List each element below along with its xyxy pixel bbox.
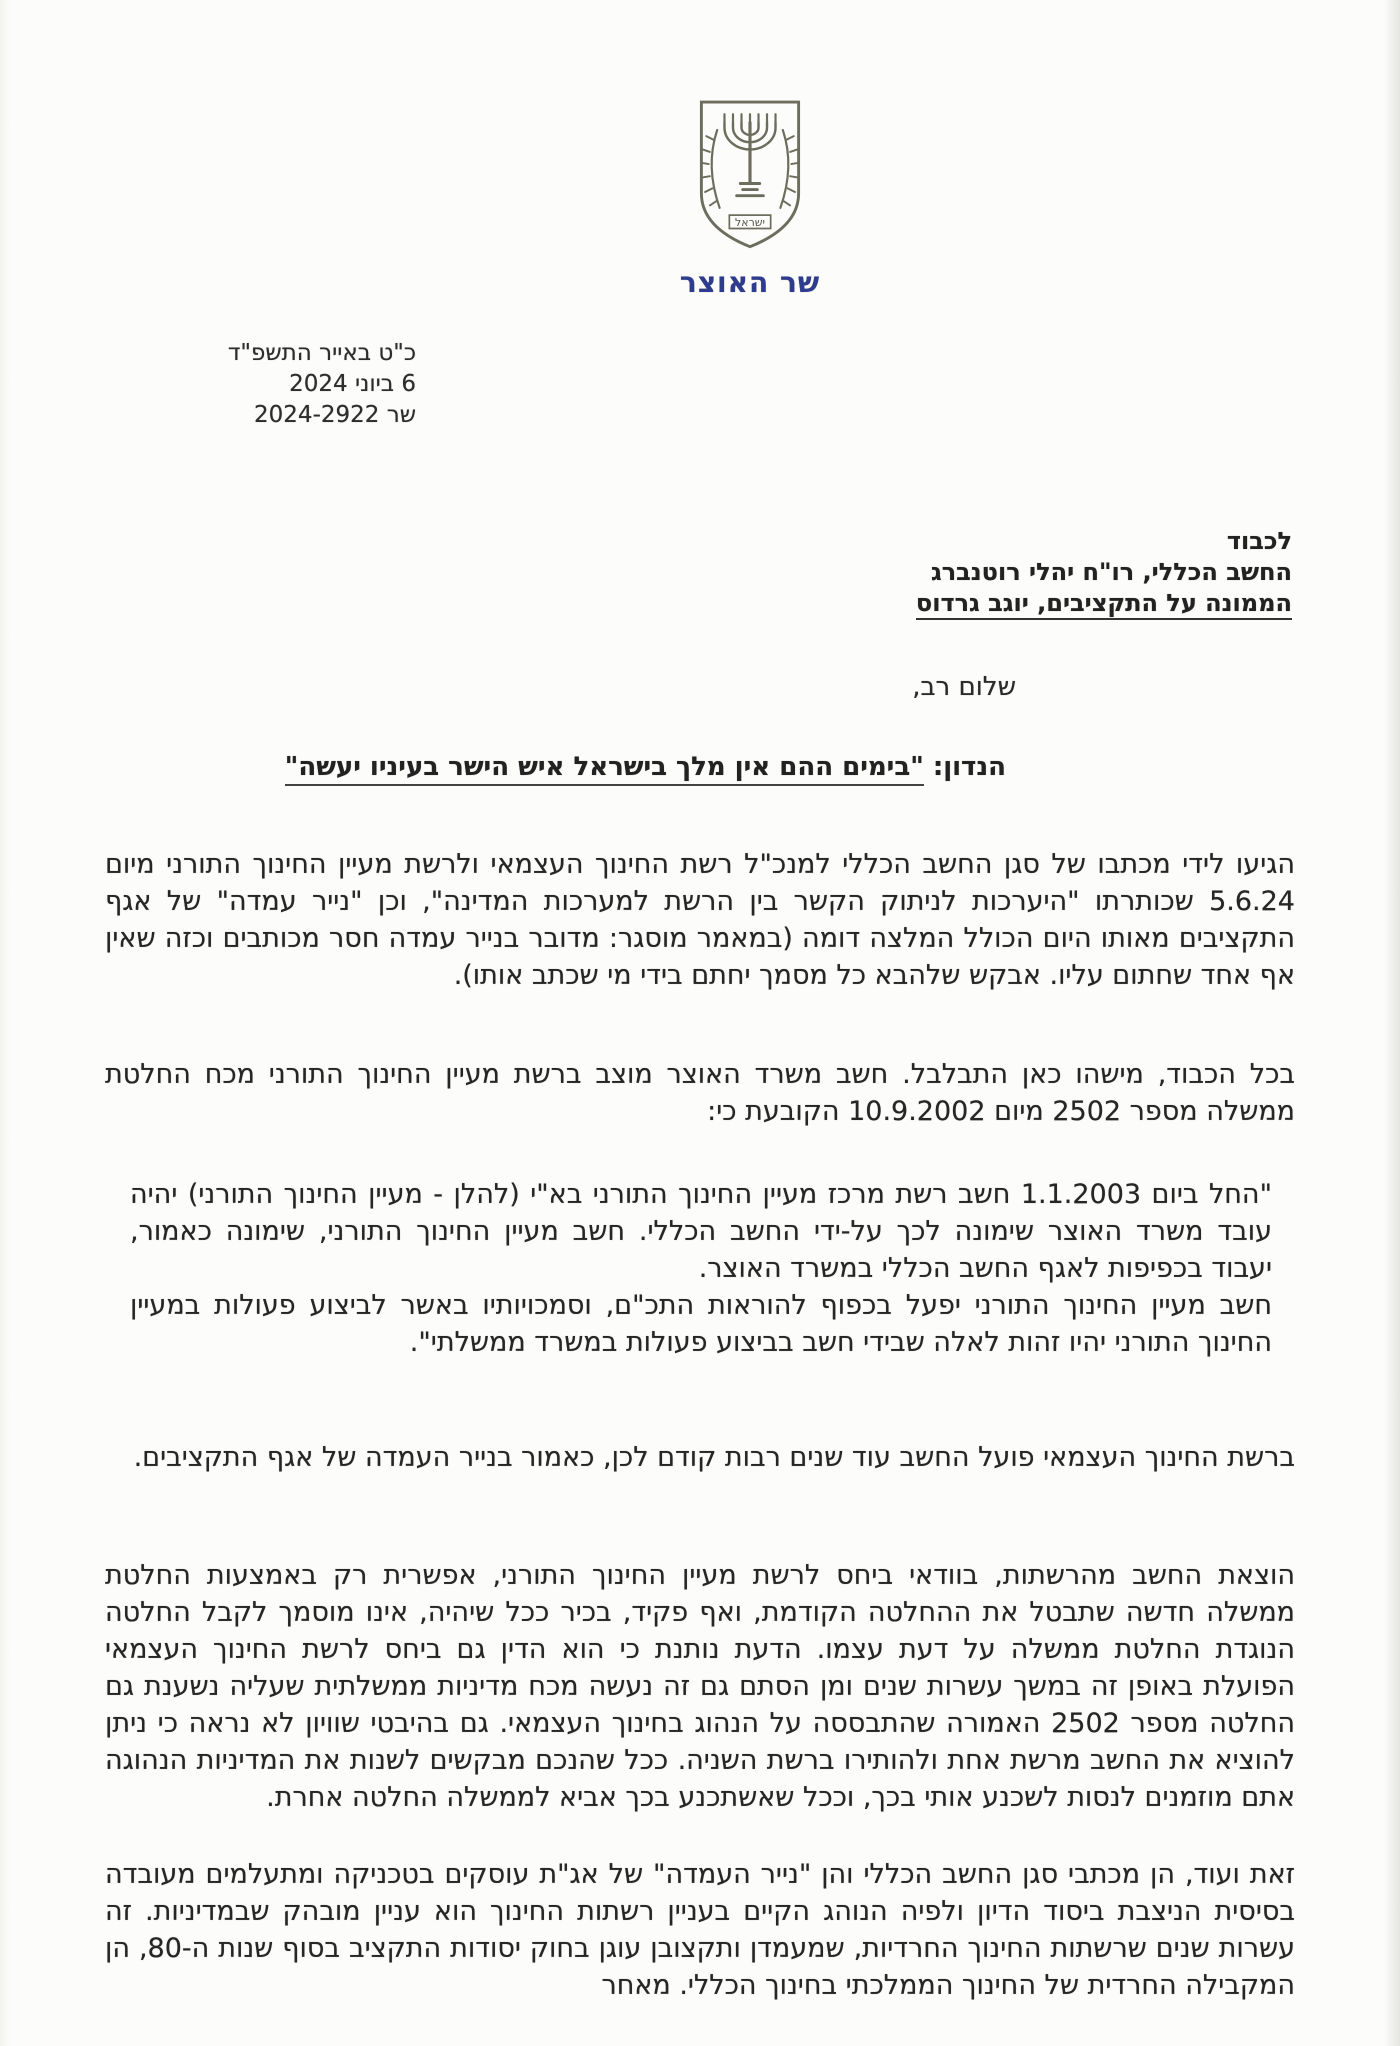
israel-state-emblem-icon [688, 96, 812, 254]
body-paragraph-1: הגיעו לידי מכתבו של סגן החשב הכללי למנכ"ל רשת החינוך העצמאי ולרשת מעיין החינוך התורני מיום 5.6.24 שכותרתו "היערכות לניתוק הקשר בין הרשת למערכות המדינה", וכן "נייר עמדה" של אגף התקציבים מאותו היום הכולל המלצה דומה (במאמר מוסגר: מדובר בנייר עמדה חסר מכותבים וכזה שאין אף אחד שחתום עליו. אבקש שלהבא כל מסמך יחתם בידי מי שכתב אותו). [105, 849, 1295, 991]
recipient-name: החשב הכללי, רו"ח יהלי רוטנברג [930, 558, 1292, 586]
civil-date: 6 ביוני 2024 [289, 371, 416, 397]
emblem-caption: ישראל [735, 216, 765, 230]
quote-paragraph-1: "החל ביום 1.1.2003 חשב רשת מרכז מעיין החינוך התורני בא"י (להלן - מעיין החינוך התורני) יהיה עובד משרד האוצר שימונה לכך על-ידי החשב הכללי. חשב מעיין החינוך התורני, שימונה כאמור, יעבוד בכפיפות לאגף החשב הכללי במשרד האוצר. [130, 1179, 1272, 1284]
subject-quote: "בימים ההם אין מלך בישראל איש הישר בעיניו יעשה" [285, 752, 924, 786]
recipient-honorific: לכבוד [1226, 527, 1292, 555]
hebrew-date: כ"ט באייר התשפ"ד [227, 340, 416, 366]
body-paragraph-3: ברשת החינוך העצמאי פועל החשב עוד שנים רבות קודם לכן, כאמור בנייר העמדה של אגף התקציבים. [133, 1442, 1295, 1473]
body-paragraph-5: זאת ועוד, הן מכתבי סגן החשב הכללי והן "נייר העמדה" של אג"ת עוסקים בטכניקה ומתעלמים מעובדה בסיסית הניצבת ביסוד הדיון ולפיה הנוהג הקיים בעניין רשתות החינוך הוא עניין מובהק שבמדיניות. זה עשרות שנים שרשתות החינוך החרדיות, שמעמדן ותקצובן עוגן בחוק יסודות התקציב בסוף שנות ה-80, הן המקבילה החרדית של החינוך הממלכתי בחינוך הכללי. מאחר [105, 1859, 1295, 2001]
greeting: שלום רב, [912, 672, 1016, 702]
reference-number: שר 2024-2922 [254, 402, 416, 428]
recipient-role [916, 588, 1292, 619]
minister-title: שר האוצר [679, 266, 821, 299]
body-paragraph-2: בכל הכבוד, מישהו כאן התבלבל. חשב משרד האוצר מוצב ברשת מעיין החינוך התורני מכח החלטת ממשלה מספר 2502 מיום 10.9.2002 הקובעת כי: [105, 1059, 1295, 1127]
body-paragraph-4: הוצאת החשב מהרשתות, בוודאי ביחס לרשת מעיין החינוך התורני, אפשרית רק באמצעות החלטת ממשלה חדשה שתבטל את ההחלטה הקודמת, ואף פקיד, בכיר ככל שיהיה, אינו מוסמך לקבל החלטה הנוגדת החלטת ממשלה על דעת עצמו. הדעת נותנת כי הוא הדין גם ביחס לרשת החינוך העצמאי הפועלת באופן זה במשך עשרות שנים ומן הסתם גם זה נעשה מכח מדיניות ממשלתית שעליה נשענת גם החלטה מספר 2502 האמורה שהתבססה על הנהוג בחינוך העצמאי. גם בהיבטי שוויון לא נראה כי ניתן להוציא את החשב מרשת אחת ולהותירו ברשת השניה. ככל שהנכם מבקשים לשנות את המדיניות הנהוגה אתם מוזמנים לנסות לשכנע אותי בכך, וככל שאשתכנע בכך אביא לממשלה החלטה אחרת. [105, 1560, 1295, 1813]
government-decision-quote [130, 1176, 1272, 1361]
recipient-block [916, 526, 1292, 619]
date-block [108, 338, 416, 431]
subject-label: הנדון: [932, 752, 1006, 782]
subject-line [285, 752, 1006, 782]
quote-paragraph-2: חשב מעיין החינוך התורני יפעל בכפוף להוראות התכ"ם, וסמכויותיו באשר לביצוע פעולות במעיין החינוך התורני יהיו זהות לאלה שבידי חשב בביצוע פעולות במשרד ממשלתי". [130, 1290, 1272, 1358]
recipient-role-underlined: הממונה על התקציבים, יוגב גרדוס [916, 589, 1292, 620]
